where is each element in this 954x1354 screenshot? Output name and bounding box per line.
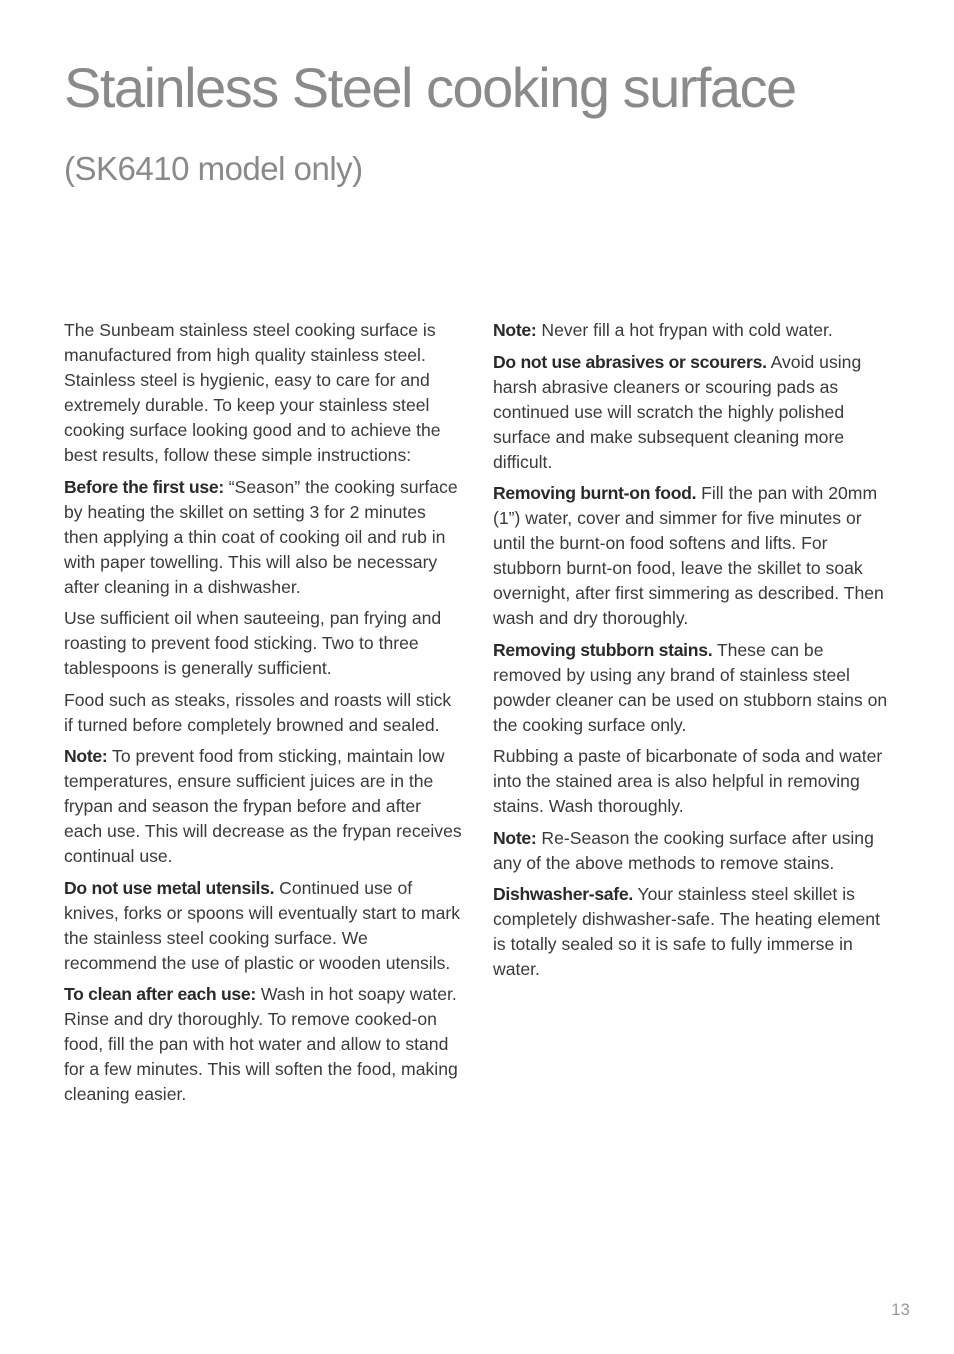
paragraph-text: Food such as steaks, rissoles and roasts will stick if turned before completely browned and sealed. (64, 689, 452, 735)
paragraph-lead: Do not use abrasives or scourers. (493, 351, 767, 372)
paragraph-dishwasher-safe (493, 882, 895, 982)
paragraph-lead: Before the first use: (64, 476, 224, 497)
paragraph-text: Fill the pan with 20mm (1”) water, cover and simmer for five minutes or until the burnt-on food softens and lifts. For stubborn burnt-on food, leave the skillet to soak overnight, after first simmering as described. Then wash and dry thoroughly. (493, 483, 884, 628)
paragraph-lead: Removing burnt-on food. (493, 483, 697, 503)
paragraph-stubborn-stains (493, 638, 895, 738)
paragraph-bicarbonate-paste (493, 744, 895, 819)
paragraph-lead: Note: (493, 827, 537, 848)
paragraph-lead: Do not use metal utensils. (64, 877, 275, 898)
paragraph-food-sticking (64, 688, 464, 738)
paragraph-text: Never fill a hot frypan with cold water. (536, 320, 833, 340)
paragraph-text: Wash in hot soapy water. Rinse and dry thoroughly. To remove cooked-on food, fill the pan with hot water and allow to stand for a few minutes. This will soften the food, making cleaning easier. (64, 984, 458, 1104)
paragraph-text: The Sunbeam stainless steel cooking surface is manufactured from high quality stainless steel. Stainless steel is hygienic, easy to care for and extremely durable. To keep your stainless steel cooking surface looking good and to achieve the best results, follow these simple instructions: (64, 320, 441, 465)
paragraph-no-metal-utensils (64, 876, 464, 976)
right-column (493, 318, 895, 989)
paragraph-lead: Removing stubborn stains. (493, 639, 713, 660)
paragraph-text: Rubbing a paste of bicarbonate of soda and water into the stained area is also helpful in removing stains. Wash thoroughly. (493, 746, 883, 816)
paragraph-lead: Note: (64, 746, 108, 766)
paragraph-sufficient-oil (64, 606, 464, 681)
paragraph-note-prevent-sticking (64, 744, 464, 869)
paragraph-text: Your stainless steel skillet is completely dishwasher-safe. The heating element is totally sealed so it is safe to fully immerse in water. (493, 884, 880, 979)
paragraph-note-reseason (493, 826, 895, 876)
paragraph-lead: Dishwasher-safe. (493, 884, 633, 904)
paragraph-clean-after-use (64, 982, 464, 1107)
paragraph-text: Avoid using harsh abrasive cleaners or scouring pads as continued use will scratch the highly polished surface and make subsequent cleaning more difficult. (493, 351, 862, 472)
paragraph-text: These can be removed by using any brand of stainless steel powder cleaner can be used on stubborn stains on the cooking surface only. (493, 639, 888, 735)
page-subtitle: (SK6410 model only) (64, 150, 363, 187)
paragraph-intro (64, 318, 464, 468)
paragraph-burnt-on-food (493, 481, 895, 631)
paragraph-no-abrasives (493, 350, 895, 475)
paragraph-lead: Note: (493, 320, 537, 340)
paragraph-text: Continued use of knives, forks or spoons will eventually start to mark the stainless steel cooking surface. We recommend the use of plastic or wooden utensils. (64, 877, 461, 973)
paragraph-text: To prevent food from sticking, maintain low temperatures, ensure sufficient juices are in the frypan and season the frypan before and after each use. This will decrease as the frypan receives continual use. (64, 746, 462, 866)
page-number: 13 (891, 1300, 910, 1319)
left-column (64, 318, 464, 1114)
page-title: Stainless Steel cooking surface (64, 56, 796, 119)
paragraph-lead: To clean after each use: (64, 984, 256, 1004)
paragraph-text: “Season” the cooking surface by heating the skillet on setting 3 for 2 minutes then applying a thin coat of cooking oil and rub in with paper towelling. This will also be necessary after cleaning in a dishwasher. (64, 476, 458, 597)
paragraph-text: Re-Season the cooking surface after using any of the above methods to remove stains. (493, 827, 874, 873)
paragraph-note-cold-water (493, 318, 895, 343)
paragraph-before-first-use (64, 475, 464, 600)
paragraph-text: Use sufficient oil when sauteeing, pan frying and roasting to prevent food sticking. Two to three tablespoons is generally sufficient. (64, 608, 442, 678)
